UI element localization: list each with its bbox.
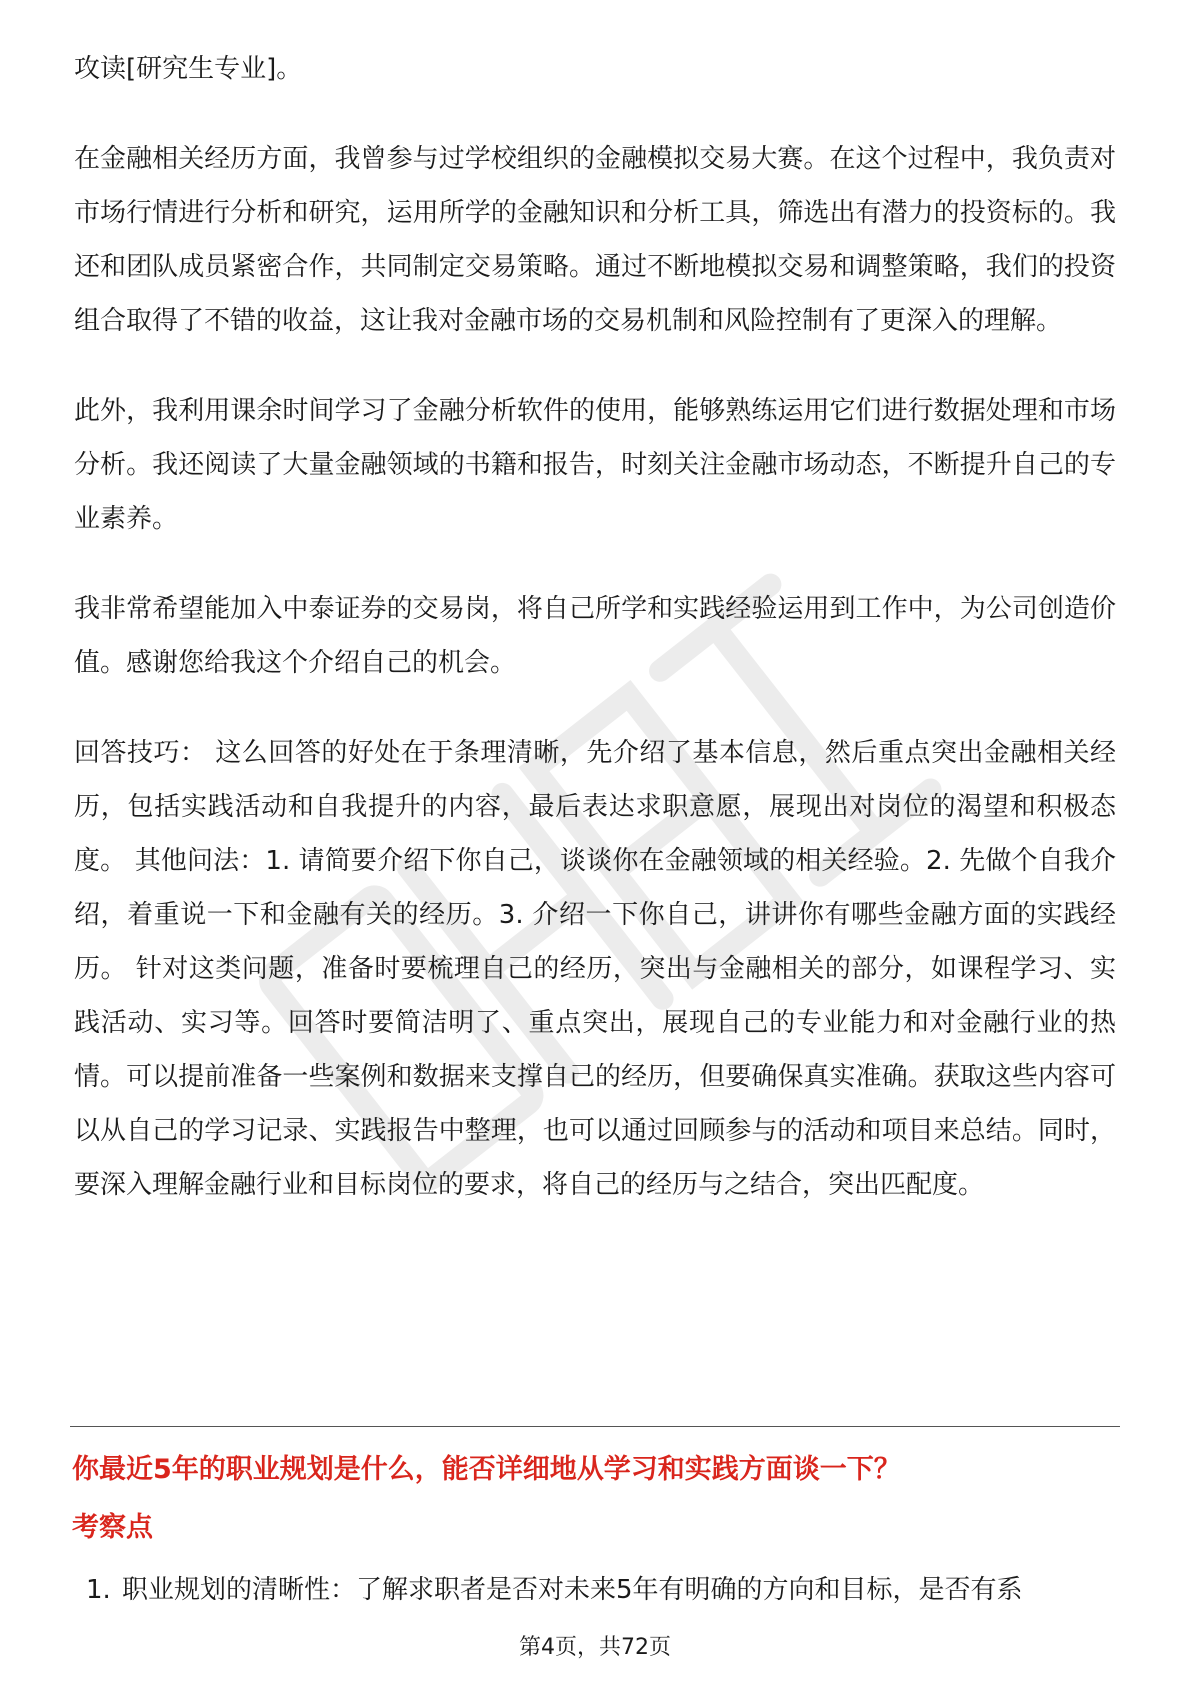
list-item (86, 1570, 1126, 1610)
page-footer: 第4页，共72页 (519, 1635, 671, 1660)
question-heading: 你最近5年的职业规划是什么，能否详细地从学习和实践方面谈一下？ (72, 1454, 901, 1485)
list-item-number: 1. (86, 1575, 111, 1605)
paragraph-answer-tips: 回答技巧： 这么回答的好处在于条理清晰，先介绍了基本信息，然后重点突出金融相关经历，包括实践活动和自我提升的内容，最后表达求职意愿，展现出对岗位的渴望和积极态度。 其他问法：1. 请简要介绍下你自己，谈谈你在金融领域的相关经验。2. 先做个自我介绍，着重说一下和金融有关的经历。3. 介绍一下你自己，讲讲你有哪些金融方面的实践经历。 针对这类问题，准备时要梳理自己的经历，突出与金融相关的部分，如课程学习、实践活动、实习等。回答时要简洁明了、重点突出，展现自己的专业能力和对金融行业的热情。可以提前准备一些案例和数据来支撑自己的经历，但要确保真实准确。获取这些内容可以从自己的学习记录、实践报告中整理，也可以通过回顾参与的活动和项目来总结。同时，要深入理解金融行业和目标岗位的要求，将自己的经历与之结合，突出匹配度。 (74, 738, 1116, 1200)
paragraph-intro-tail: 攻读[研究生专业]。 (74, 54, 303, 84)
list-item-text: 职业规划的清晰性：了解求职者是否对未来5年有明确的方向和目标，是否有系 (122, 1575, 1023, 1605)
paragraph-self-study: 此外，我利用课余时间学习了金融分析软件的使用，能够熟练运用它们进行数据处理和市场分析。我还阅读了大量金融领域的书籍和报告，时刻关注金融市场动态，不断提升自己的专业素养。 (74, 396, 1116, 534)
paragraph-closing: 我非常希望能加入中泰证券的交易岗，将自己所学和实践经验运用到工作中，为公司创造价值。感谢您给我这个介绍自己的机会。 (74, 594, 1116, 678)
section-divider (70, 1426, 1120, 1427)
main-content (74, 42, 1116, 1212)
section-label-assessment-points: 考察点 (72, 1512, 153, 1543)
paragraph-finance-experience: 在金融相关经历方面，我曾参与过学校组织的金融模拟交易大赛。在这个过程中，我负责对市场行情进行分析和研究，运用所学的金融知识和分析工具，筛选出有潜力的投资标的。我还和团队成员紧密合作，共同制定交易策略。通过不断地模拟交易和调整策略，我们的投资组合取得了不错的收益，这让我对金融市场的交易机制和风险控制有了更深入的理解。 (74, 144, 1116, 336)
